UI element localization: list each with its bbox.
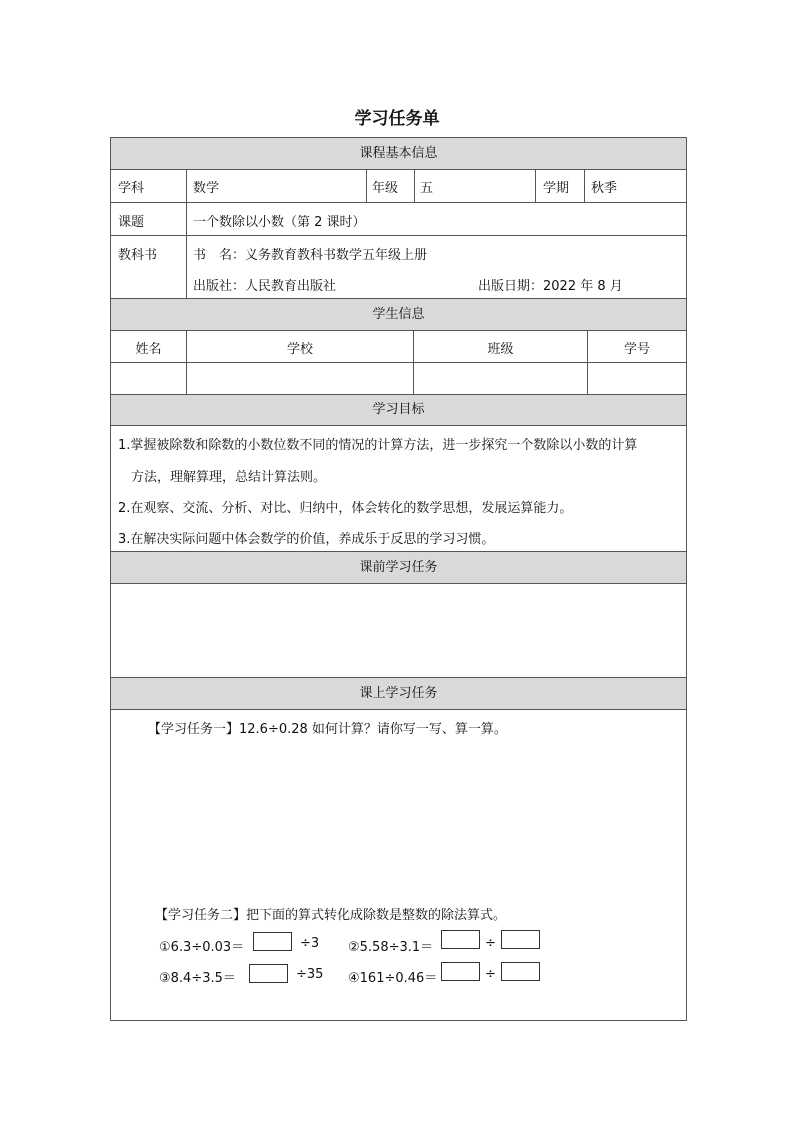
student-name-header: 姓名 (135, 342, 162, 357)
divider (110, 330, 687, 331)
divider (110, 235, 687, 236)
task-1: 【学习任务一】12.6÷0.28 如何计算？请你写一写、算一算。 (148, 722, 507, 737)
divider (414, 169, 415, 202)
exercise-3-answer-box[interactable] (249, 964, 288, 983)
grade-label: 年级 (372, 181, 399, 196)
divider (110, 677, 687, 678)
section-pre-task: 课前学习任务 (111, 552, 686, 583)
textbook-label: 教科书 (118, 248, 158, 263)
exercise-2-answer-box-2[interactable] (501, 930, 540, 949)
divider (110, 425, 687, 426)
divider (584, 169, 585, 202)
exercise-1-answer-box[interactable] (253, 932, 292, 951)
divider (110, 583, 687, 584)
student-school-header: 学校 (286, 342, 313, 357)
task-2: 【学习任务二】把下面的算式转化成除数是整数的除法算式。 (155, 908, 507, 923)
textbook-publish-date: 出版日期：2022 年 8 月 (478, 279, 623, 294)
goal-1-continued: 方法，理解算理，总结计算法则。 (131, 470, 327, 485)
student-id-header: 学号 (623, 342, 650, 357)
term-value: 秋季 (591, 181, 618, 196)
divider (110, 298, 687, 299)
divider (110, 709, 687, 710)
exercise-3-left: ③8.4÷3.5＝ (159, 971, 236, 986)
term-label: 学期 (543, 181, 570, 196)
exercise-1-left: ①6.3÷0.03＝ (159, 940, 245, 955)
subject-label: 学科 (118, 181, 145, 196)
exercise-2-divide: ÷ (485, 936, 496, 951)
textbook-name: 书 名：义务教育教科书数学五年级上册 (193, 248, 428, 263)
section-goals: 学习目标 (111, 395, 686, 425)
divider (535, 169, 536, 202)
divider (110, 394, 687, 395)
topic-label: 课题 (118, 215, 145, 230)
exercise-4-divide: ÷ (485, 967, 496, 982)
grade-value: 五 (420, 181, 434, 196)
exercise-2-answer-box-1[interactable] (441, 930, 480, 949)
exercise-4-answer-box-2[interactable] (501, 962, 540, 981)
exercise-2-left: ②5.58÷3.1＝ (348, 940, 434, 955)
divider (186, 169, 187, 299)
student-class-header: 班级 (487, 342, 514, 357)
subject-value: 数学 (193, 181, 220, 196)
divider (110, 202, 687, 203)
goal-2: 2.在观察、交流、分析、对比、归纳中，体会转化的数学思想，发展运算能力。 (118, 501, 573, 516)
exercise-1-right: ÷3 (300, 936, 320, 951)
divider (110, 169, 687, 170)
divider (110, 362, 687, 363)
divider (366, 169, 367, 202)
divider (110, 551, 687, 552)
section-class-task: 课上学习任务 (111, 678, 686, 709)
section-student-info: 学生信息 (111, 299, 686, 330)
goal-3: 3.在解决实际问题中体会数学的价值，养成乐于反思的学习习惯。 (118, 532, 495, 547)
exercise-4-left: ④161÷0.46＝ (348, 971, 438, 986)
goal-1: 1.掌握被除数和除数的小数位数不同的情况的计算方法，进一步探究一个数除以小数的计算 (118, 438, 638, 453)
textbook-publisher: 出版社：人民教育出版社 (193, 279, 337, 294)
topic-value: 一个数除以小数（第 2 课时） (193, 215, 366, 230)
exercise-3-right: ÷35 (296, 967, 324, 982)
section-basic-info: 课程基本信息 (111, 138, 686, 169)
page-title: 学习任务单 (354, 109, 440, 129)
exercise-4-answer-box-1[interactable] (441, 962, 480, 981)
